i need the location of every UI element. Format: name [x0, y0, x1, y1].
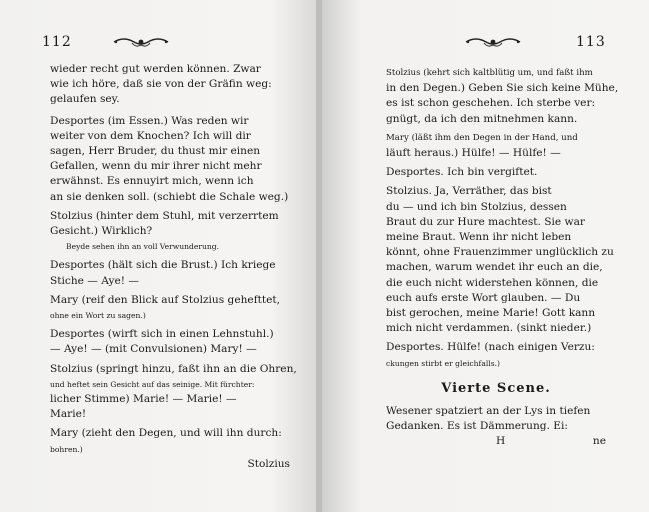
text-line: ckungen stirbt er gleichfalls.) — [386, 358, 500, 368]
text-line: Desportes (wirft sich in einen Lehnstuhl.) — [50, 328, 274, 341]
text-line: bist gerochen, meine Marie! Gott kann — [386, 307, 596, 320]
right-page-body — [386, 66, 619, 450]
text-line: in den Degen.) Geben Sie sich keine Mühe, — [386, 82, 619, 95]
text-line: an sie denken soll. (schiebt die Schale weg.) — [50, 190, 289, 203]
text-line: Stolzius (springt hinzu, faßt ihn an die Ohren, — [50, 362, 297, 375]
catchword: Stolzius — [247, 457, 290, 470]
text-line: Braut du zur Hure machtest. Sie war — [386, 215, 585, 228]
text-line: Wesener spatziert an der Lys in tiefen — [386, 405, 591, 418]
text-line: ohne ein Wort zu sagen.) — [50, 311, 146, 321]
text-line: bohren.) — [50, 444, 83, 454]
text-line: Desportes (im Essen.) Was reden wir — [50, 114, 249, 127]
text-line: gnügt, da ich den mitnehmen kann. — [386, 112, 578, 125]
text-line: weiter von dem Knochen? Ich will dir — [50, 129, 251, 142]
text-line: und heftet sein Gesicht auf das seinige. Mit fürchter: — [50, 379, 255, 389]
text-line: Stolzius (hinter dem Stuhl, mit verzerrtem — [50, 209, 279, 222]
scene-heading: Vierte Scene. — [441, 380, 551, 396]
ornament-icon — [110, 34, 172, 50]
text-line: Gefallen, wenn du mir ihrer nicht mehr — [50, 160, 262, 173]
text-line: wieder recht gut werden können. Zwar — [50, 63, 261, 75]
left-page-body — [50, 62, 297, 472]
page-number-right: 113 — [576, 34, 606, 50]
text-line: — Aye! — (mit Convulsionen) Mary! — — [50, 343, 257, 356]
text-line: Mary (zieht den Degen, und will ihn durch: — [50, 427, 282, 440]
text-line: Desportes (hält sich die Brust.) Ich kriege — [50, 259, 276, 272]
text-line: Gedanken. Es ist Dämmerung. Ei: — [386, 420, 568, 433]
text-line: licher Stimme) Marie! — Marie! — — [50, 393, 237, 406]
catchword: ne — [592, 435, 606, 448]
text-line: Mary (läßt ihm den Degen in der Hand, und — [386, 132, 578, 143]
signature-mark: H — [496, 435, 506, 448]
text-line: Marie! — [50, 408, 87, 421]
text-line: könnt, ohne Frauenzimmer unglücklich zu — [386, 246, 614, 259]
text-line: Stiche — Aye! — — [50, 274, 139, 287]
text-line: Desportes. Ich bin vergiftet. — [386, 166, 538, 179]
page-number-left: 112 — [42, 34, 72, 50]
text-line: meine Braut. Wenn ihr nicht leben — [386, 231, 572, 244]
text-line: Mary (reif den Blick auf Stolzius gehefttet, — [50, 293, 281, 306]
text-line: die euch nicht widerstehen können, die — [386, 276, 599, 289]
text-line: euch aufs erste Wort glauben. — Du — [386, 291, 581, 304]
text-line: mich nicht verdammen. (sinkt nieder.) — [386, 322, 592, 335]
left-page — [0, 0, 318, 512]
text-line: Stolzius (kehrt sich kaltblütig um, und faßt ihm — [386, 68, 593, 78]
text-line: du — und ich bin Stolzius, dessen — [386, 200, 567, 213]
ornament-icon — [462, 34, 524, 50]
stage-direction: Beyde sehen ihn an voll Verwunderung. — [66, 242, 220, 252]
text-line: wie ich höre, daß sie von der Gräfin weg: — [50, 78, 272, 91]
text-line: läuft heraus.) Hülfe! — Hülfe! — — [386, 147, 561, 160]
text-line: Desportes. Hülfe! (nach einigen Verzu: — [386, 341, 595, 354]
text-line: sagen, Herr Bruder, du thust mir einen — [50, 145, 261, 158]
text-line: machen, warum wendet ihr euch an die, — [386, 261, 603, 274]
text-line: Gesicht.) Wirklich? — [50, 225, 153, 238]
text-line: gelaufen sey. — [50, 93, 120, 106]
text-line: es ist schon geschehen. Ich sterbe ver: — [386, 97, 596, 110]
text-line: erwähnst. Es ennuyirt mich, wenn ich — [50, 175, 254, 188]
text-line: Stolzius. Ja, Verräther, das bist — [386, 185, 552, 198]
